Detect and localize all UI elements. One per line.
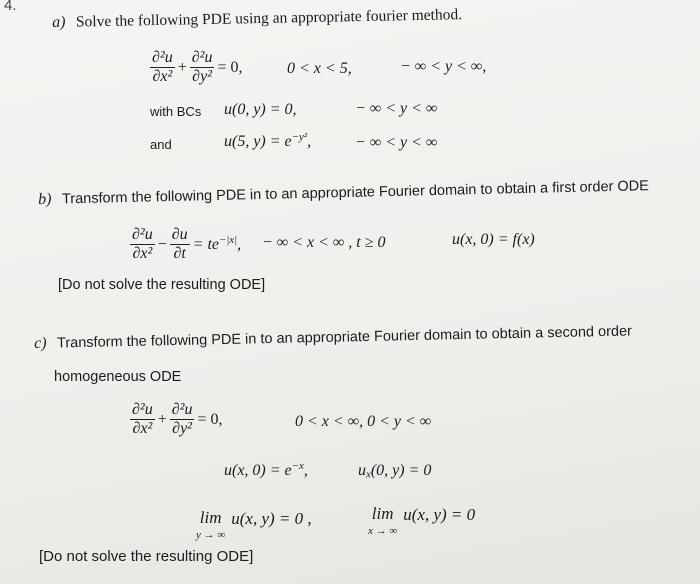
part-c-label: c) bbox=[34, 334, 47, 352]
part-c-limit-y: lim y → ∞ u(x, y) = 0 , bbox=[196, 508, 312, 541]
part-c-limit-x: lim x → ∞ u(x, y) = 0 bbox=[368, 504, 476, 537]
part-a-term1: $\frac{\text{∂²u}}{\text{∂x²}}$ bbox=[152, 49, 173, 86]
part-a-heading bbox=[52, 6, 462, 32]
part-a-bc1-expr: u(0, y) = 0, bbox=[224, 101, 297, 118]
part-b-pde: $\frac{\text{∂²u}}{\text{∂x²}}$ − $\frac{\partial u}{\partial t}$ = $te^{-|x|}$, bbox=[132, 226, 242, 263]
part-b-note: [Do not solve the resulting ODE] bbox=[58, 277, 266, 293]
part-a-term2: $\frac{\text{∂²u}}{\text{∂y²}}$ bbox=[191, 49, 213, 86]
part-c-pde: $\frac{\text{∂²u}}{\text{∂x²}}$ + $\frac{\text{∂²u}}{\text{∂y²}}$ = 0, bbox=[132, 401, 223, 438]
question-number: 4. bbox=[4, 0, 17, 14]
part-a-bc2-expr: u(5, $y) = e^{-y^2}$, bbox=[224, 131, 312, 150]
part-c-heading bbox=[34, 322, 632, 353]
part-b-term1: $\frac{\text{∂²u}}{\text{∂x²}}$ bbox=[132, 226, 153, 263]
part-a-pde: $\frac{\text{∂²u}}{\text{∂x²}}$ + $\frac{\text{∂²u}}{\text{∂y²}}$ = 0, bbox=[152, 49, 243, 86]
part-c-note: [Do not solve the resulting ODE] bbox=[39, 548, 254, 565]
part-c-instruction-line2: homogeneous ODE bbox=[54, 369, 182, 385]
part-c-instruction-line1: Transform the following PDE in to an appropriate Fourier domain to obtain a second order bbox=[56, 323, 633, 352]
part-c-term2: $\frac{\text{∂²u}}{\text{∂y²}}$ bbox=[171, 401, 193, 438]
part-a-bc2-domain: − ∞ < y < ∞ bbox=[355, 134, 438, 151]
part-b-heading bbox=[38, 177, 649, 209]
part-b-initial-condition: u(x, 0) = f(x) bbox=[452, 231, 535, 248]
part-a-instruction: Solve the following PDE using an appropriate fourier method. bbox=[75, 6, 463, 31]
part-c-bc1: u(x, $0) = e^{-x}$, bbox=[224, 460, 308, 479]
part-a-domain-y: − ∞ < y < ∞, bbox=[400, 58, 487, 75]
part-a-label: a) bbox=[52, 13, 66, 31]
part-b-label: b) bbox=[38, 190, 52, 208]
part-a-bc1-domain: − ∞ < y < ∞ bbox=[355, 100, 438, 117]
part-c-bc2: $u_x(0$, y) = 0 bbox=[358, 462, 432, 481]
part-b-instruction: Transform the following PDE in to an appropriate Fourier domain to obtain a first order ODE bbox=[61, 178, 650, 208]
part-a-bc2-label: and bbox=[150, 137, 172, 152]
part-a-domain-x: 0 < x < 5, bbox=[287, 60, 352, 77]
part-c-term1: $\frac{\text{∂²u}}{\text{∂x²}}$ bbox=[132, 401, 153, 438]
part-b-term2: $\frac{\partial u}{\partial t}$ bbox=[171, 226, 188, 263]
part-b-domain: − ∞ < x < ∞ , t ≥ 0 bbox=[262, 234, 386, 251]
part-a-bc1-label: with BCs bbox=[150, 104, 202, 119]
part-c-domain: 0 < x < ∞, 0 < y < ∞ bbox=[295, 413, 432, 430]
